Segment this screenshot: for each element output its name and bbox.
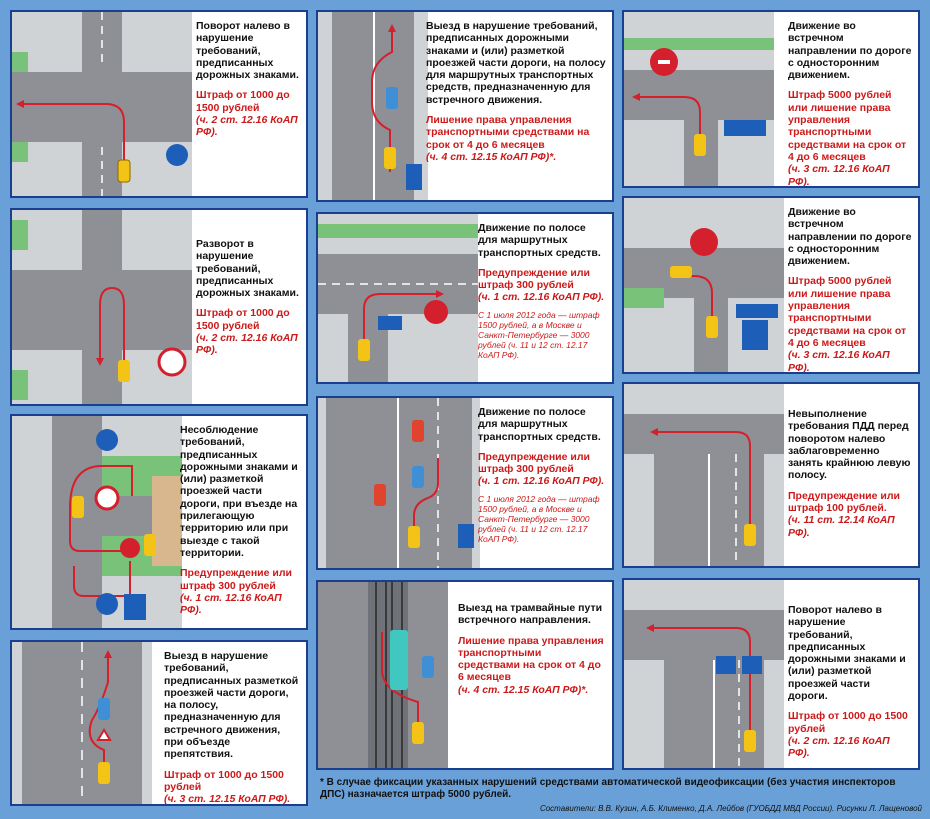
card-fine: Штраф от 1000 до 1500 рублей bbox=[196, 89, 290, 114]
card-law: (ч. 1 ст. 12.16 КоАП РФ). bbox=[478, 475, 605, 488]
card-title: Выезд в нарушение требований, предписанных дорожными знаками и (или) разметкой проезжей части дороги, на полосу для маршрутных транспортных средств, предназначенную для встречного движения. bbox=[426, 20, 606, 106]
card-note: С 1 июля 2012 года — штраф 1500 рублей, а в Москве и Санкт-Петербурге — 3000 рублей (ч. 11 и 12 ст. 12.17 КоАП РФ). bbox=[478, 493, 600, 544]
card-title: Поворот налево в нарушение требований, предписанных дорожных знаками. bbox=[196, 20, 299, 82]
no-entry-sign-icon bbox=[424, 300, 448, 324]
card-title: Движение по полосе для маршрутных транспортных средств. bbox=[478, 406, 601, 443]
footnote: * В случае фиксации указанных нарушений средствами автоматической видеофиксации (без участия инспекторов ДПС) назначается штраф 5000 рублей. bbox=[320, 777, 896, 800]
card-title: Выезд на трамвайные пути встречного направления. bbox=[458, 602, 603, 627]
card-law: (ч. 1 ст. 12.16 КоАП РФ). bbox=[180, 591, 282, 617]
direction-sign-icon bbox=[96, 593, 118, 615]
card-fine: Предупреждение или штраф 300 рублей bbox=[478, 450, 590, 476]
card-fine: Штраф от 1000 до 1500 рублей bbox=[788, 710, 908, 735]
illustration-left-turn-marking bbox=[624, 580, 784, 768]
card-title: Поворот налево в нарушение требований, предписанных дорожными знаками и (или) разметкой проезжей части дороги. bbox=[788, 604, 906, 703]
illustration-tram bbox=[318, 582, 448, 768]
card-bus-lane-2 bbox=[316, 396, 614, 570]
card-tram-tracks-oncoming bbox=[316, 580, 614, 770]
card-law: (ч. 11 ст. 12.14 КоАП РФ). bbox=[788, 514, 895, 539]
card-fine: Штраф 5000 рублей или лишение права управления транспортными средствами на срок от 4 до 6 месяцев bbox=[788, 89, 907, 163]
no-u-turn-sign-icon bbox=[159, 349, 185, 375]
illustration-left-turn bbox=[12, 12, 192, 196]
card-title: Невыполнение требования ПДД перед поворотом налево заблаговременно занять крайнюю левую полосу. bbox=[788, 408, 911, 482]
card-law: (ч. 3 ст. 12.15 КоАП РФ). bbox=[164, 793, 291, 806]
card-law: (ч. 3 ст. 12.16 КоАП РФ). bbox=[788, 349, 890, 374]
illustration-u-turn bbox=[12, 210, 192, 404]
card-fine: Предупреждение или штраф 100 рублей. bbox=[788, 489, 900, 515]
illustration-bus-lane-2 bbox=[318, 398, 480, 568]
card-title: Движение по полосе для маршрутных транспортных средств. bbox=[478, 222, 601, 259]
card-title: Движение во встречном направлении по дороге с односторонним движением. bbox=[788, 20, 912, 82]
illustration-bus-lane-turn bbox=[318, 214, 478, 382]
card-title: Несоблюдение требований, предписанных дорожными знаками и (или) разметкой проезжей части дороги, при въезде на прилегающую территорию или при выезде с такой территории. bbox=[180, 424, 298, 559]
card-law: (ч. 3 ст. 12.16 КоАП РФ). bbox=[788, 163, 890, 188]
card-fine: Лишение права управления транспортными средствами на срок от 4 до 6 месяцев bbox=[426, 114, 590, 151]
card-law: (ч. 4 ст. 12.15 КоАП РФ)*. bbox=[426, 150, 557, 163]
card-adjacent-territory bbox=[10, 414, 308, 630]
oneway-sign-icon bbox=[724, 120, 766, 136]
card-left-turn-marking bbox=[622, 578, 920, 770]
turn-sign-icon bbox=[96, 429, 118, 451]
fuel-station-sign-icon bbox=[124, 594, 146, 620]
lane-direction-sign-icon bbox=[716, 656, 736, 674]
illustration-bus-lane bbox=[318, 12, 428, 200]
lane-direction-sign-icon bbox=[742, 656, 762, 674]
card-fine: Штраф от 1000 до 1500 рублей bbox=[164, 768, 284, 793]
card-law: (ч. 2 ст. 12.16 КоАП РФ). bbox=[196, 332, 298, 357]
card-law: (ч. 1 ст. 12.16 КоАП РФ). bbox=[478, 291, 605, 304]
card-left-turn-violation bbox=[10, 10, 308, 198]
card-note: С 1 июля 2012 года — штраф 1500 рублей, а в Москве и Санкт-Петербурге — 3000 рублей (ч. 11 и 12 ст. 12.17 КоАП РФ). bbox=[478, 309, 600, 360]
card-fine: Штраф 5000 рублей или лишение права управления транспортными средствами на срок от 4 до 6 месяцев bbox=[788, 275, 907, 349]
illustration-adjacent-territory bbox=[12, 416, 182, 628]
card-fine: Штраф от 1000 до 1500 рублей bbox=[196, 307, 290, 332]
bus-lane-sign-icon bbox=[458, 524, 474, 548]
illustration-oneway-2 bbox=[624, 198, 784, 372]
card-left-lane-not-taken bbox=[622, 382, 920, 568]
credits: Составители: В.В. Кузин, А.Б. Клименко, Д.А. Лейбов (ГУОБДД МВД России). Рисунки Л. Лащеновой bbox=[539, 804, 922, 813]
no-turn-sign-icon bbox=[96, 487, 118, 509]
illustration-obstacle bbox=[12, 642, 152, 804]
card-law: (ч. 2 ст. 12.16 КоАП РФ). bbox=[196, 114, 298, 139]
illustration-oneway bbox=[624, 12, 774, 186]
card-oneway-wrong-direction-1 bbox=[622, 10, 920, 188]
lane-sign-icon bbox=[742, 320, 768, 350]
card-obstacle-oncoming bbox=[10, 640, 308, 806]
direction-sign-icon bbox=[166, 144, 188, 166]
card-fine: Лишение права управления транспортными средствами на срок от 4 до 6 месяцев bbox=[458, 634, 604, 684]
bus-lane-sign-icon bbox=[406, 164, 422, 190]
card-oneway-wrong-direction-2 bbox=[622, 196, 920, 374]
card-title: Разворот в нарушение требований, предписанных дорожных знаками. bbox=[196, 238, 299, 300]
card-title: Движение во встречном направлении по дороге с односторонним движением. bbox=[788, 206, 912, 268]
bus-lane-sign-icon bbox=[378, 316, 402, 330]
card-title: Выезд в нарушение требований, предписанных разметкой проезжей части дороги, на полосу, предназначенную для встречного движения, при объезде препятствия. bbox=[164, 650, 299, 761]
card-u-turn-violation bbox=[10, 208, 308, 406]
card-bus-lane-oncoming bbox=[316, 10, 614, 202]
card-law: (ч. 4 ст. 12.15 КоАП РФ)*. bbox=[458, 683, 589, 696]
illustration-left-lane bbox=[624, 384, 784, 566]
oneway-sign-icon bbox=[736, 304, 778, 318]
no-entry-sign-icon bbox=[120, 538, 140, 558]
card-fine: Предупреждение или штраф 300 рублей bbox=[478, 266, 590, 292]
card-bus-lane-1 bbox=[316, 212, 614, 384]
card-fine: Предупреждение или штраф 300 рублей bbox=[180, 567, 292, 592]
card-law: (ч. 2 ст. 12.16 КоАП РФ). bbox=[788, 734, 890, 760]
no-entry-sign-icon bbox=[690, 228, 718, 256]
